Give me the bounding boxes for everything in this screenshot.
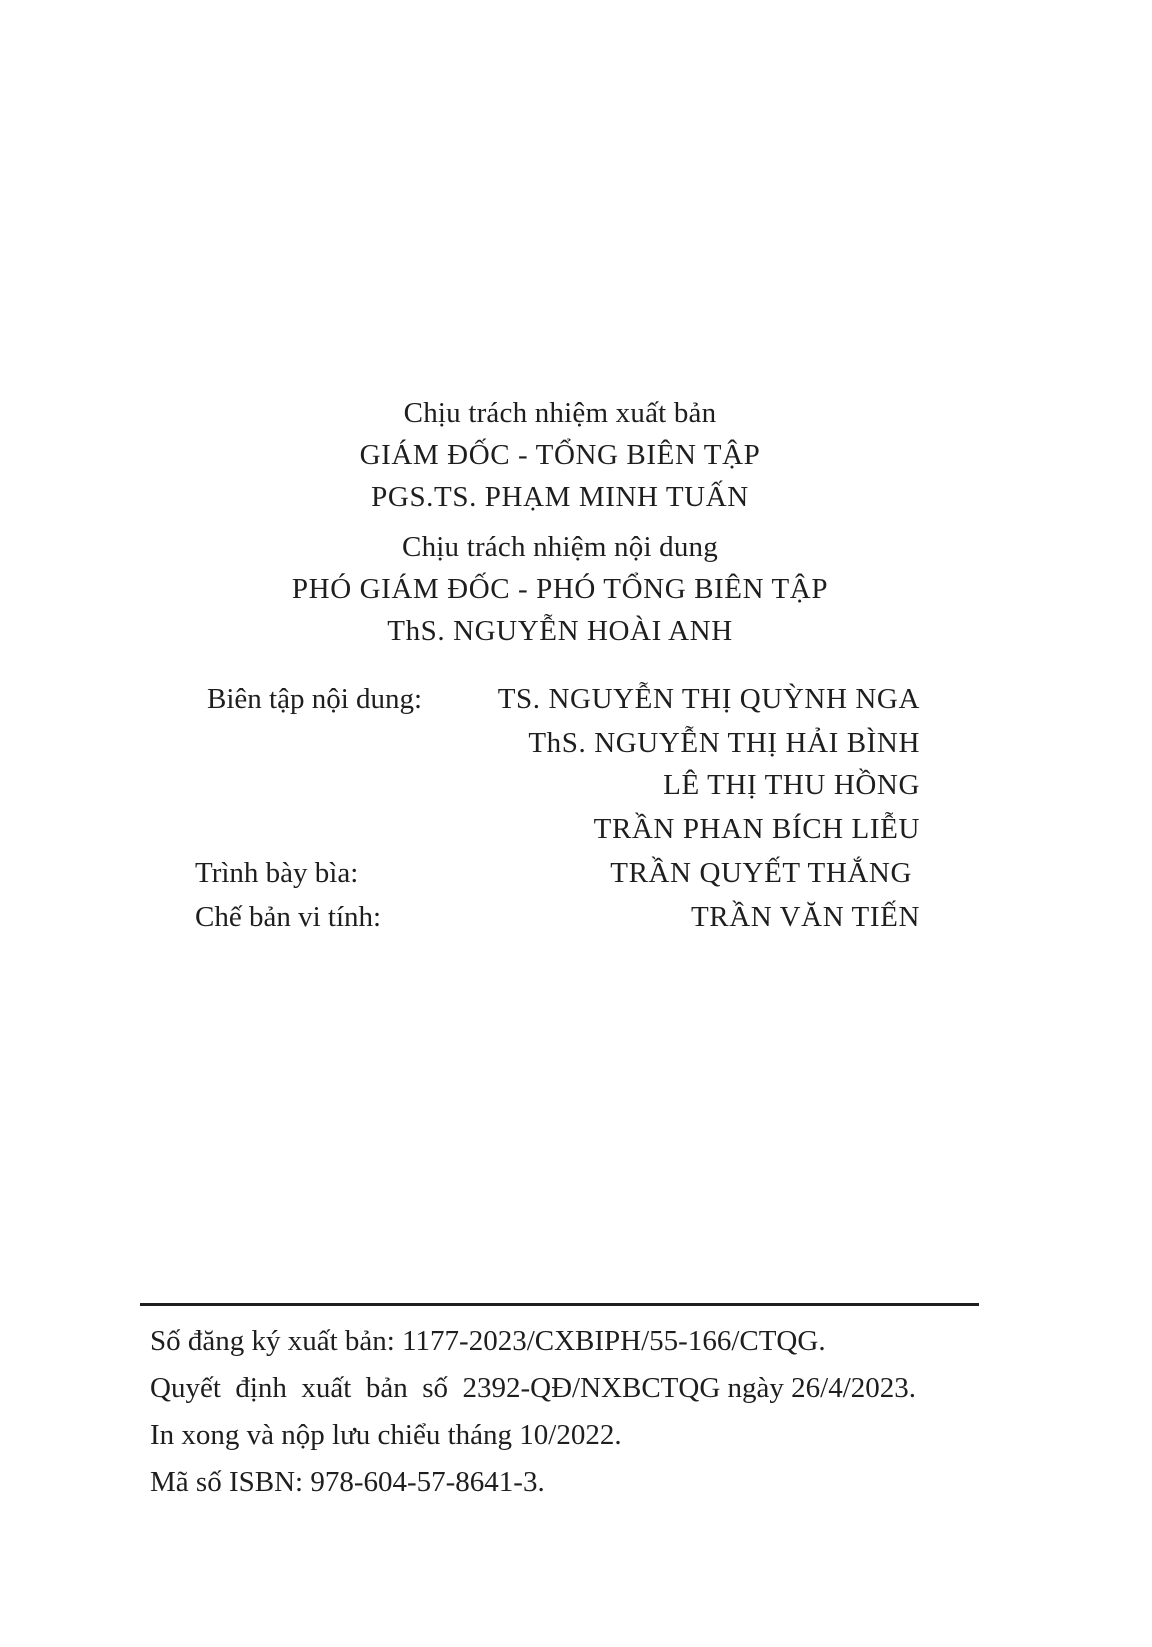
- printing-note: In xong và nộp lưu chiểu tháng 10/2022.: [150, 1419, 622, 1451]
- cover-design-label: Trình bày bìa:: [195, 857, 359, 889]
- publishing-decision: Quyết định xuất bản số 2392-QĐ/NXBCTQG ngày 26/4/2023.: [150, 1372, 917, 1404]
- divider-rule: [140, 1303, 979, 1306]
- content-editing-label: Biên tập nội dung:: [207, 683, 423, 715]
- typesetting-label: Chế bản vi tính:: [195, 901, 382, 933]
- publisher-responsibility-title: GIÁM ĐỐC - TỔNG BIÊN TẬP: [359, 439, 761, 471]
- content-editor: ThS. NGUYỄN THỊ HẢI BÌNH: [528, 727, 920, 759]
- content-responsibility-name: ThS. NGUYỄN HOÀI ANH: [387, 615, 733, 647]
- typesetter-name: TRẦN VĂN TIẾN: [690, 901, 920, 933]
- content-editor: TS. NGUYỄN THỊ QUỲNH NGA: [497, 683, 920, 715]
- content-editor: TRẦN PHAN BÍCH LIỄU: [593, 813, 920, 845]
- content-responsibility-title: PHÓ GIÁM ĐỐC - PHÓ TỔNG BIÊN TẬP: [291, 573, 829, 605]
- publisher-responsibility-heading: Chịu trách nhiệm xuất bản: [403, 397, 717, 429]
- isbn-number: Mã số ISBN: 978-604-57-8641-3.: [150, 1466, 545, 1498]
- content-responsibility-heading: Chịu trách nhiệm nội dung: [402, 531, 718, 563]
- content-editor: LÊ THỊ THU HỒNG: [663, 769, 920, 801]
- cover-designer-name: TRẦN QUYẾT THẮNG: [610, 857, 912, 889]
- registration-number: Số đăng ký xuất bản: 1177-2023/CXBIPH/55-166/CTQG.: [150, 1325, 826, 1357]
- publisher-responsibility-name: PGS.TS. PHẠM MINH TUẤN: [371, 481, 749, 513]
